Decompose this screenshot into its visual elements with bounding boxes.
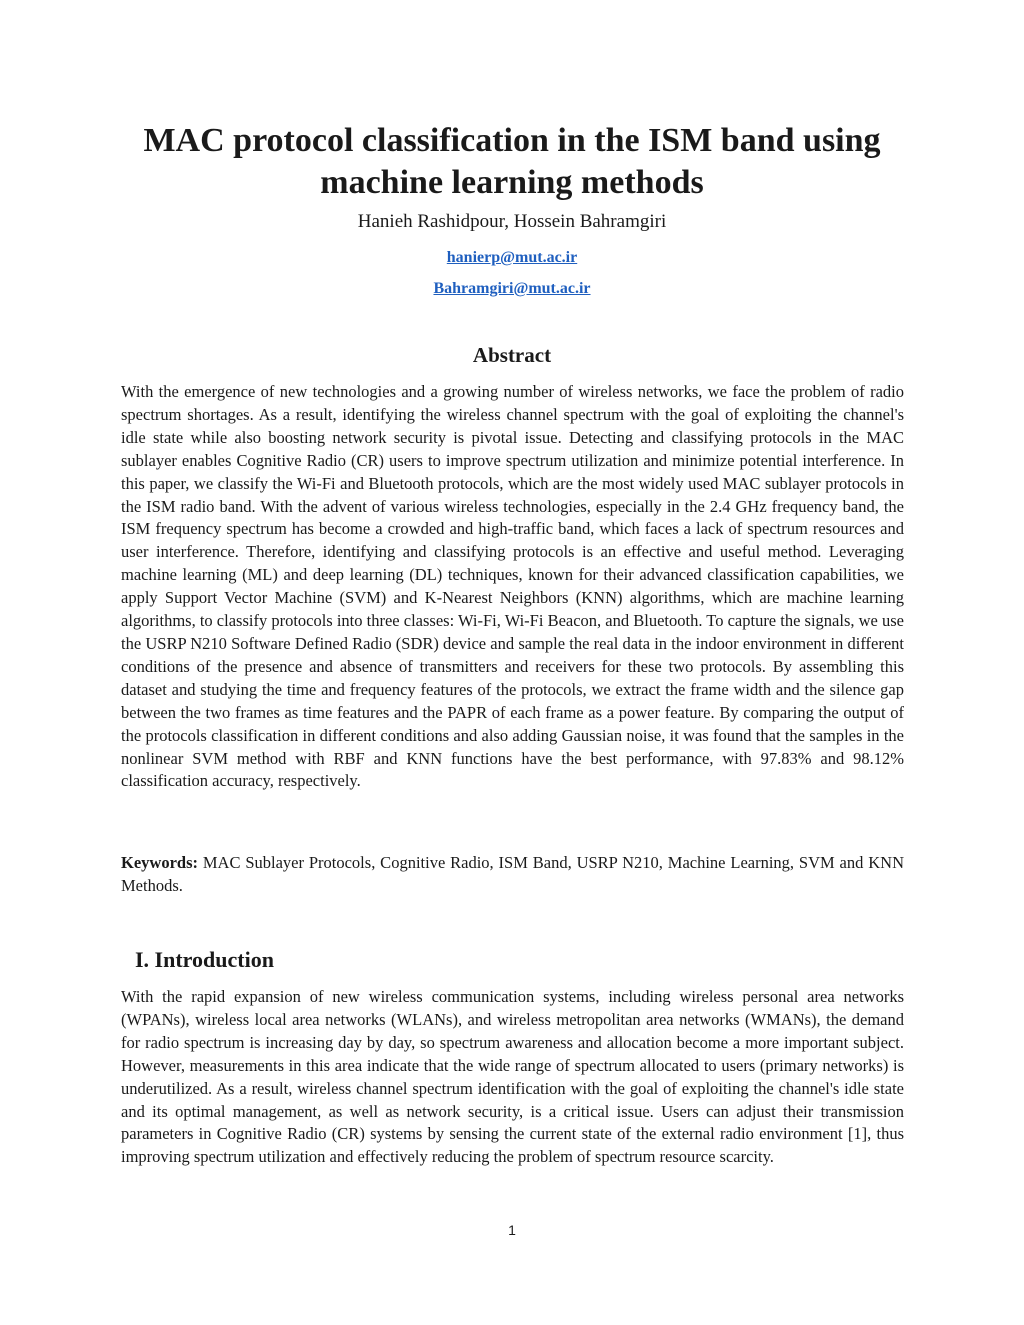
keywords <box>121 851 904 897</box>
keywords-text: MAC Sublayer Protocols, Cognitive Radio, ISM Band, USRP N210, Machine Learning, SVM and KNN Methods. <box>121 853 904 895</box>
email-link-1[interactable]: hanierp@mut.ac.ir <box>446 249 578 266</box>
author-email-2 <box>100 279 924 299</box>
abstract-body: With the emergence of new technologies and a growing number of wireless networks, we face the problem of radio spectrum shortages. As a result, identifying the wireless channel spectrum with the goal of exploiting the channel's idle state while also boosting network security is pivotal issue. Detecting and classifying protocols in the MAC sublayer enables Cognitive Radio (CR) users to improve spectrum utilization and minimize potential interference. In this paper, we classify the Wi-Fi and Bluetooth protocols, which are the most widely used MAC sublayer protocols in the ISM radio band. With the advent of various wireless technologies, especially in the 2.4 GHz frequency band, the ISM frequency spectrum has become a crowded and high-traffic band, which faces a lack of spectrum resources and user interference. Therefore, identifying and classifying protocols is an effective and useful method. Leveraging machine learning (ML) and deep learning (DL) techniques, known for their advanced classification capabilities, we apply Support Vector Machine (SVM) and K-Nearest Neighbors (KNN) algorithms, which are machine learning algorithms, to classify protocols into three classes: Wi-Fi, Wi-Fi Beacon, and Bluetooth. To capture the signals, we use the USRP N210 Software Defined Radio (SDR) device and sample the real data in the indoor environment in different conditions of the presence and absence of transmitters and receivers for these two protocols. By assembling this dataset and studying the time and frequency features of the protocols, we extract the frame width and the silence gap between the two frames as time features and the PAPR of each frame as a power feature. By comparing the output of the protocols classification in different conditions and also adding Gaussian noise, it was found that the samples in the nonlinear SVM method with RBF and KNN functions have the best performance, with 97.83% and 98.12% classification accuracy, respectively. <box>121 382 904 791</box>
introduction-body: With the rapid expansion of new wireless communication systems, including wireless personal area networks (WPANs), wireless local area networks (WLANs), and wireless metropolitan area networks (WMANs), the demand for radio spectrum is increasing day by day, so spectrum awareness and allocation become a more important subject. However, measurements in this area indicate that the wide range of spectrum allocated to users (primary networks) is underutilized. As a result, wireless channel spectrum identification with the goal of exploiting the channel's idle state and its optimal management, as well as network security, is a critical issue. Users can adjust their transmission parameters in Cognitive Radio (CR) systems by sensing the current state of the external radio environment [1], thus improving spectrum utilization and effectively reducing the problem of spectrum resource scarcity. <box>121 987 904 1167</box>
paper-title: MAC protocol classification in the ISM band using machine learning methods <box>143 122 881 201</box>
author-email-1 <box>100 248 924 268</box>
author-list: Hanieh Rashidpour, Hossein Bahramgiri <box>357 211 667 232</box>
page-number: 1 <box>508 1222 516 1238</box>
introduction-heading: I. Introduction <box>135 947 274 972</box>
email-link-2[interactable]: Bahramgiri@mut.ac.ir <box>433 280 591 297</box>
keywords-label: Keywords: <box>121 853 198 872</box>
abstract-heading: Abstract <box>472 343 552 367</box>
